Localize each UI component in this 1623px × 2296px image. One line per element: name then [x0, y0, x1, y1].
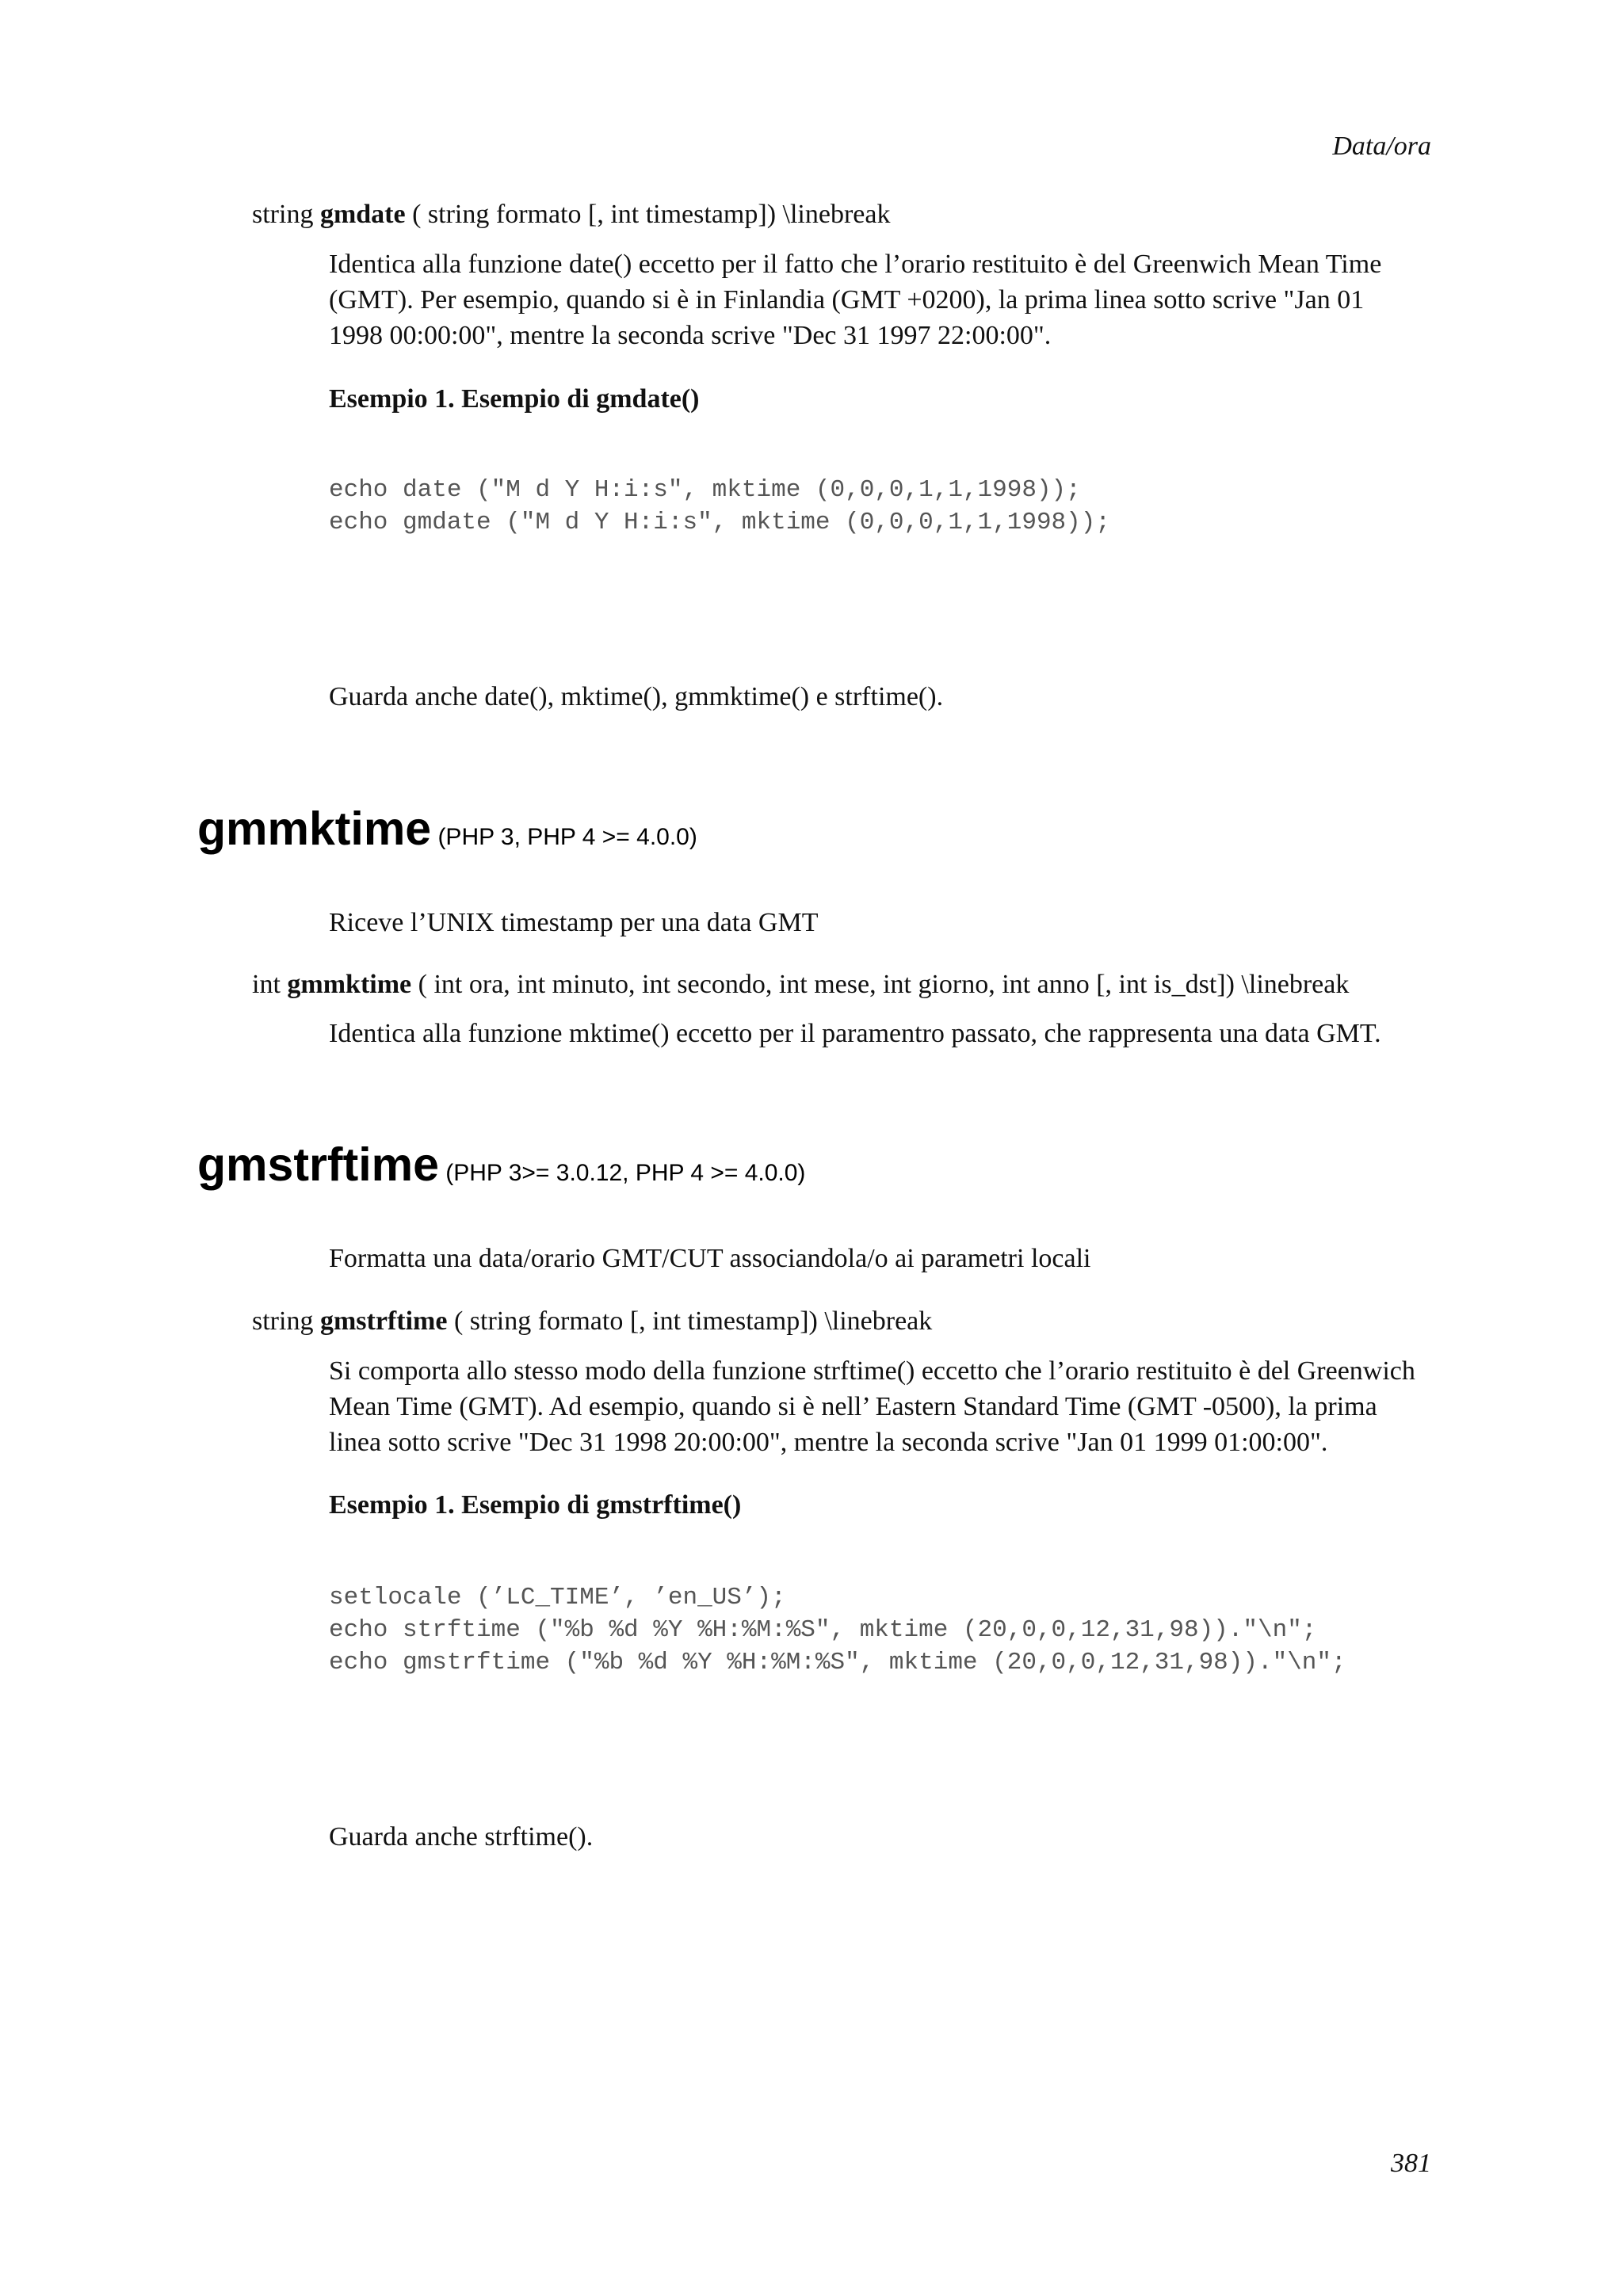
signature-function-name: gmmktime: [287, 970, 412, 999]
gmmktime-description: [329, 1016, 1381, 1051]
signature-return-type: int: [252, 970, 281, 999]
description-line: Mean Time (GMT). Ad esempio, quando si è nell’ Eastern Standard Time (GMT -0500), la prima: [329, 1392, 1377, 1421]
gmdate-description: [329, 246, 1381, 353]
signature-return-type: string: [252, 1306, 314, 1336]
gmstrftime-example-title: Esempio 1. Esempio di gmstrftime(): [329, 1490, 742, 1520]
gmstrftime-example-code: [329, 1581, 1346, 1679]
code-line: echo date ("M d Y H:i:s", mktime (0,0,0,1,1,1998));: [329, 476, 1081, 504]
gmdate-signature: [252, 196, 890, 232]
function-versions: (PHP 3, PHP 4 >= 4.0.0): [437, 824, 697, 850]
description-line: Identica alla funzione date() eccetto per il fatto che l’orario restituito è del Greenwich Mean Time: [329, 250, 1382, 279]
description-line: Si comporta allo stesso modo della funzione strftime() eccetto che l’orario restituito è del Greenwich: [329, 1356, 1415, 1386]
code-line: echo gmstrftime ("%b %d %Y %H:%M:%S", mktime (20,0,0,12,31,98))."\n";: [329, 1649, 1346, 1676]
function-versions: (PHP 3>= 3.0.12, PHP 4 >= 4.0.0): [445, 1160, 806, 1186]
signature-params: ( int ora, int minuto, int secondo, int mese, int giorno, int anno [, int is_dst]) \linebreak: [418, 970, 1350, 999]
gmstrftime-see-also: Guarda anche strftime().: [329, 1822, 594, 1852]
signature-params: ( string formato [, int timestamp]) \linebreak: [453, 1306, 933, 1336]
description-line: linea sotto scrive "Dec 31 1998 20:00:00", mentre la seconda scrive "Jan 01 1999 01:00:00".: [329, 1428, 1328, 1457]
gmstrftime-description: [329, 1353, 1415, 1460]
gmstrftime-signature: [252, 1303, 932, 1339]
code-line: echo strftime ("%b %d %Y %H:%M:%S", mktime (20,0,0,12,31,98))."\n";: [329, 1616, 1317, 1644]
gmmktime-purpose: Riceve l’UNIX timestamp per una data GMT: [329, 908, 819, 937]
gmdate-example-code: [329, 474, 1110, 539]
code-line: echo gmdate ("M d Y H:i:s", mktime (0,0,0,1,1,1998));: [329, 509, 1110, 536]
gmdate-see-also: Guarda anche date(), mktime(), gmmktime() e strftime().: [329, 682, 944, 711]
signature-function-name: gmstrftime: [319, 1306, 448, 1336]
signature-params: ( string formato [, int timestamp]) \linebreak: [412, 200, 891, 229]
signature-function-name: gmdate: [319, 200, 406, 229]
description-line: (GMT). Per esempio, quando si è in Finlandia (GMT +0200), la prima linea sotto scrive "Jan 01: [329, 285, 1365, 315]
gmstrftime-heading: [197, 1138, 806, 1196]
running-header: Data/ora: [1332, 132, 1431, 161]
code-line: setlocale (’LC_TIME’, ’en_US’);: [329, 1584, 786, 1611]
gmstrftime-purpose: Formatta una data/orario GMT/CUT associandola/o ai parametri locali: [329, 1244, 1091, 1273]
gmmktime-heading: [197, 803, 697, 860]
gmmktime-signature: [252, 967, 1349, 1002]
page-number: 381: [1391, 2149, 1431, 2178]
signature-return-type: string: [252, 200, 314, 229]
function-title: gmmktime: [197, 803, 432, 855]
description-line: 1998 00:00:00", mentre la seconda scrive "Dec 31 1997 22:00:00".: [329, 321, 1052, 350]
gmdate-example-title: Esempio 1. Esempio di gmdate(): [329, 384, 700, 414]
description-line: Identica alla funzione mktime() eccetto per il paramentro passato, che rappresenta una data GMT.: [329, 1019, 1381, 1048]
function-title: gmstrftime: [197, 1138, 439, 1191]
